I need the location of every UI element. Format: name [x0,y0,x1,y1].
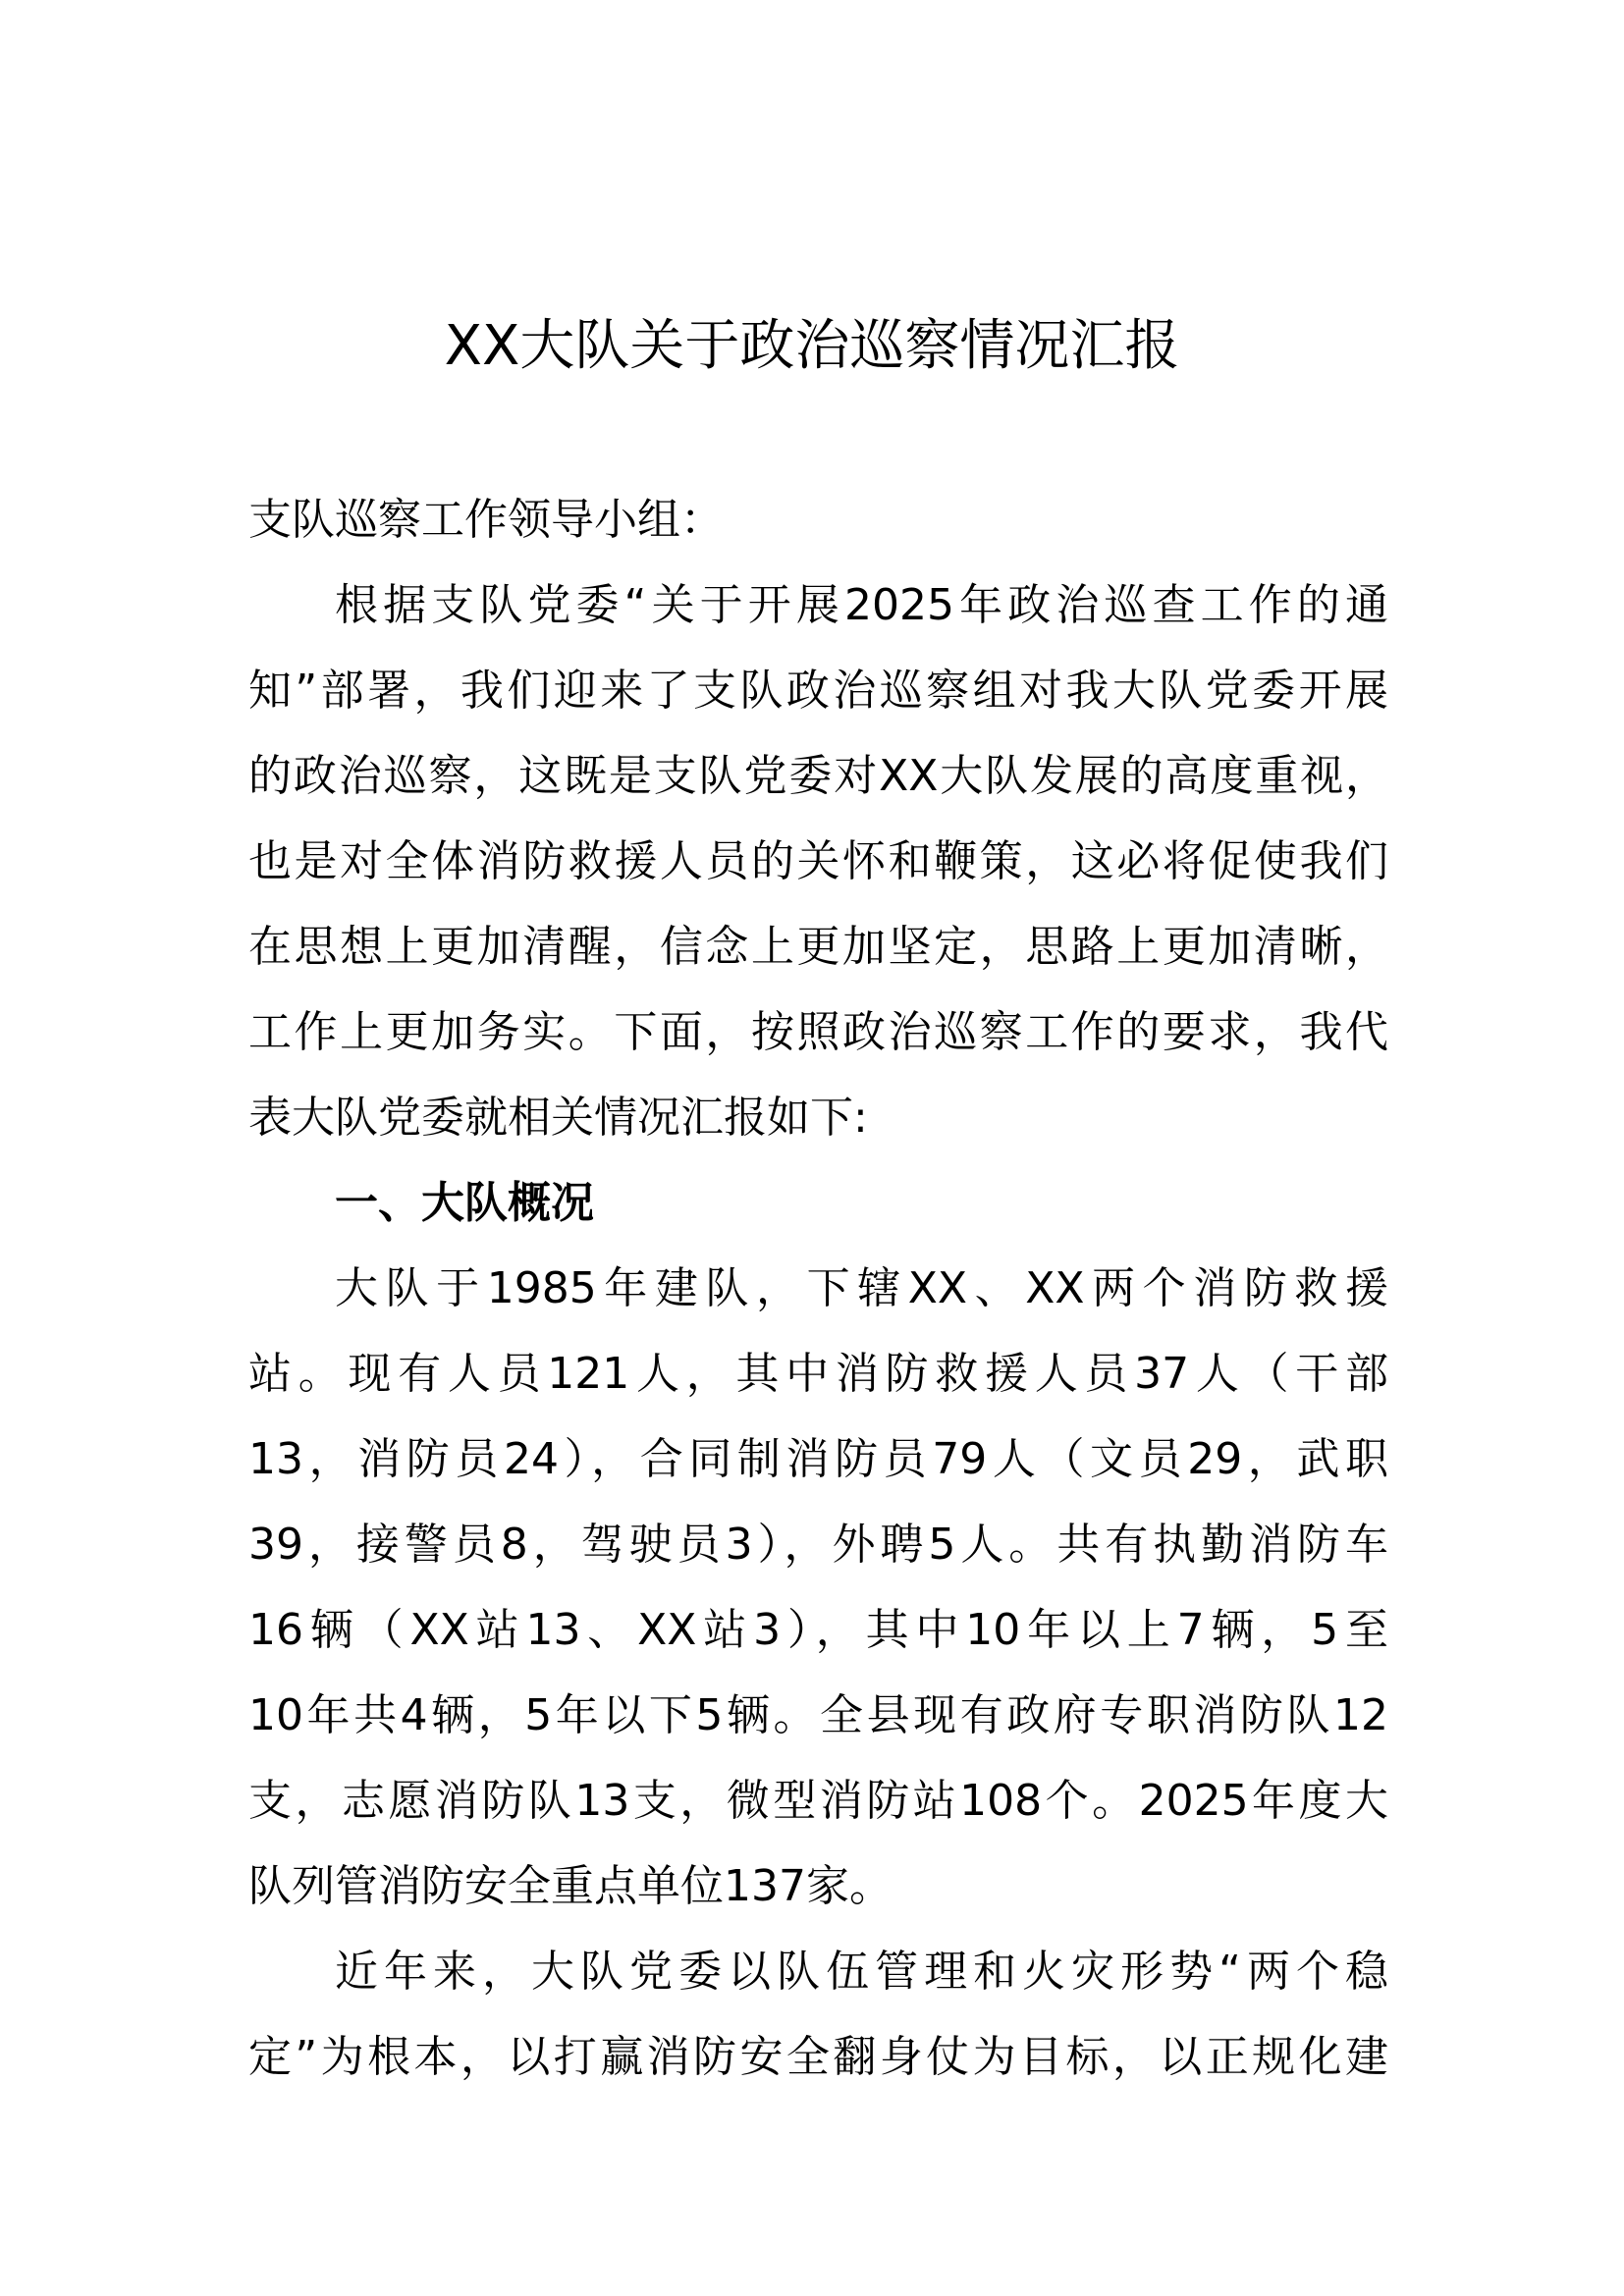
paragraph-line: 表大队党委就相关情况汇报如下: [248,1093,868,1143]
paragraph-line: 的政治巡察，这既是支队党委对XX大队发展的高度重视， [248,751,1388,801]
paragraph-line: 39，接警员8，驾驶员3），外聘5人。共有执勤消防车 [248,1520,1388,1570]
paragraph-line: 近年来，大队党委以队伍管理和火灾形势“两个稳 [335,1947,1388,1997]
section-heading: 一、大队概况 [335,1178,594,1228]
paragraph-line: 16辆（XX站13、XX站3），其中10年以上7辆，5至 [248,1605,1388,1655]
paragraph-line: 工作上更加务实。下面，按照政治巡察工作的要求，我代 [248,1007,1388,1057]
paragraph-line: 13，消防员24），合同制消防员79人（文员29，武职 [248,1434,1388,1484]
document-title: XX大队关于政治巡察情况汇报 [444,314,1180,378]
document-body [248,477,1388,2100]
paragraph-line: 也是对全体消防救援人员的关怀和鞭策，这必将促使我们 [248,836,1388,886]
paragraph-line: 站。现有人员121人，其中消防救援人员37人（干部 [248,1349,1388,1399]
paragraph-line: 10年共4辆，5年以下5辆。全县现有政府专职消防队12 [248,1690,1388,1740]
paragraph-line: 支，志愿消防队13支，微型消防站108个。2025年度大 [248,1776,1388,1826]
paragraph-line: 队列管消防安全重点单位137家。 [248,1861,893,1911]
paragraph-line: 定”为根本，以打赢消防安全翻身仗为目标，以正规化建 [248,2032,1388,2082]
paragraph-line: 根据支队党委“关于开展2025年政治巡查工作的通 [335,580,1388,630]
paragraph-line: 在思想上更加清醒，信念上更加坚定，思路上更加清晰， [248,922,1388,972]
paragraph-line: 大队于1985年建队，下辖XX、XX两个消防救援 [335,1263,1388,1313]
salutation: 支队巡察工作领导小组： [248,495,724,545]
paragraph-line: 知”部署，我们迎来了支队政治巡察组对我大队党委开展 [248,666,1388,716]
